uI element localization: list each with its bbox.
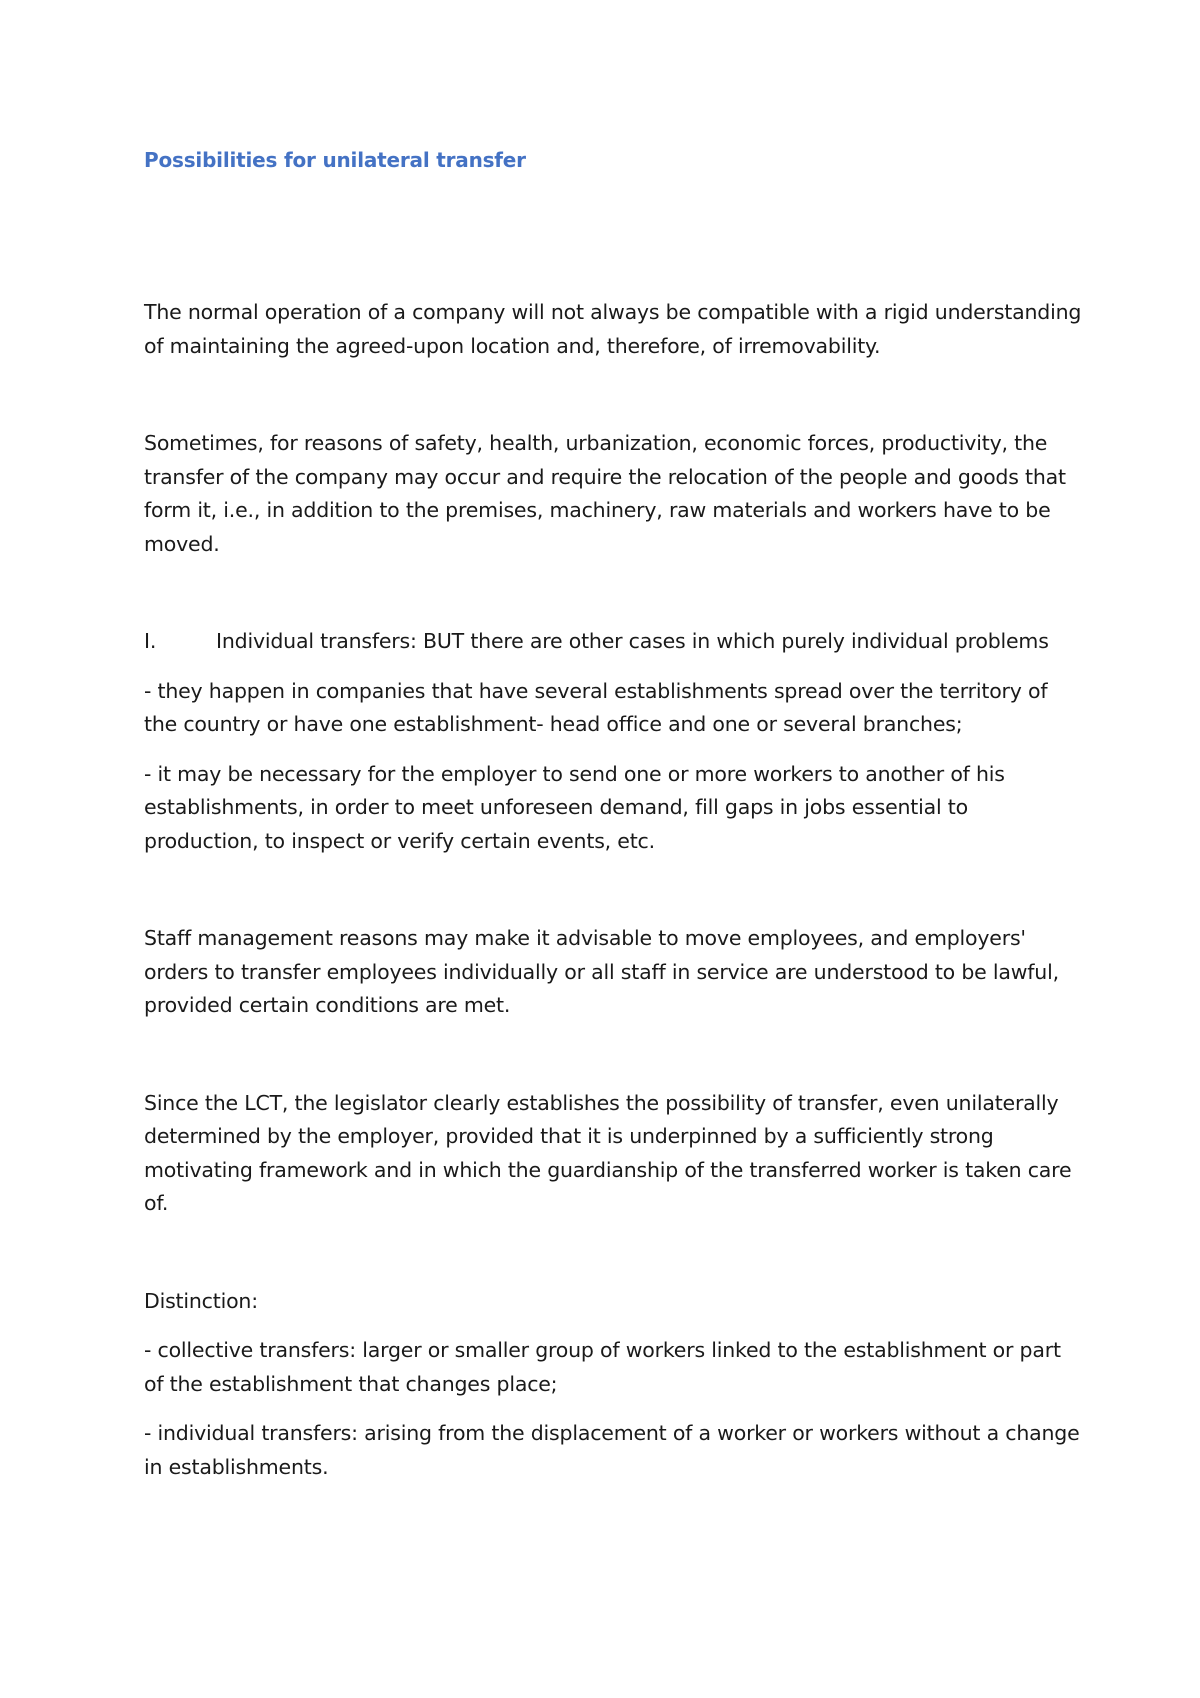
distinction-label: Distinction:	[144, 1288, 258, 1313]
paragraph-staff-management: Staff management reasons may make it advisable to move employees, and employers' orders to transfer employees individually or all staff in service are understood to be lawful, provided certain conditions are met.	[144, 926, 1059, 1017]
paragraph-reasons: Sometimes, for reasons of safety, health, urbanization, economic forces, productivity, the transfer of the company may occur and require the relocation of the people and goods that form it, i.e., in addition to the premises, machinery, raw materials and workers have to be moved.	[144, 431, 1066, 556]
list-item-number: I.	[144, 629, 157, 653]
paragraph-operation: The normal operation of a company will not always be compatible with a rigid understanding of maintaining the agreed-upon location and, therefore, of irremovability.	[144, 300, 1082, 358]
list-item-individual-transfers	[144, 625, 1084, 659]
list-item-text: Individual transfers: BUT there are other cases in which purely individual problems	[216, 629, 1049, 653]
dash-item-collective: - collective transfers: larger or smaller group of workers linked to the establishment or part of the establishment that changes place;	[144, 1338, 1061, 1396]
document-page	[144, 140, 1084, 1484]
paragraph-lct: Since the LCT, the legislator clearly establishes the possibility of transfer, even unilaterally determined by the employer, provided that it is underpinned by a sufficiently strong motivating framework and in which the guardianship of the transferred worker is taken care of.	[144, 1090, 1072, 1215]
dash-item-establishments: - they happen in companies that have several establishments spread over the territory of the country or have one establishment- head office and one or several branches;	[144, 678, 1048, 736]
dash-item-employer: - it may be necessary for the employer to send one or more workers to another of his establishments, in order to meet unforeseen demand, fill gaps in jobs essential to production, to inspect or verify certain events, etc.	[144, 761, 1005, 853]
dash-item-individual: - individual transfers: arising from the displacement of a worker or workers without a change in establishments.	[144, 1421, 1080, 1479]
document-title: Possibilities for unilateral transfer	[144, 148, 526, 172]
